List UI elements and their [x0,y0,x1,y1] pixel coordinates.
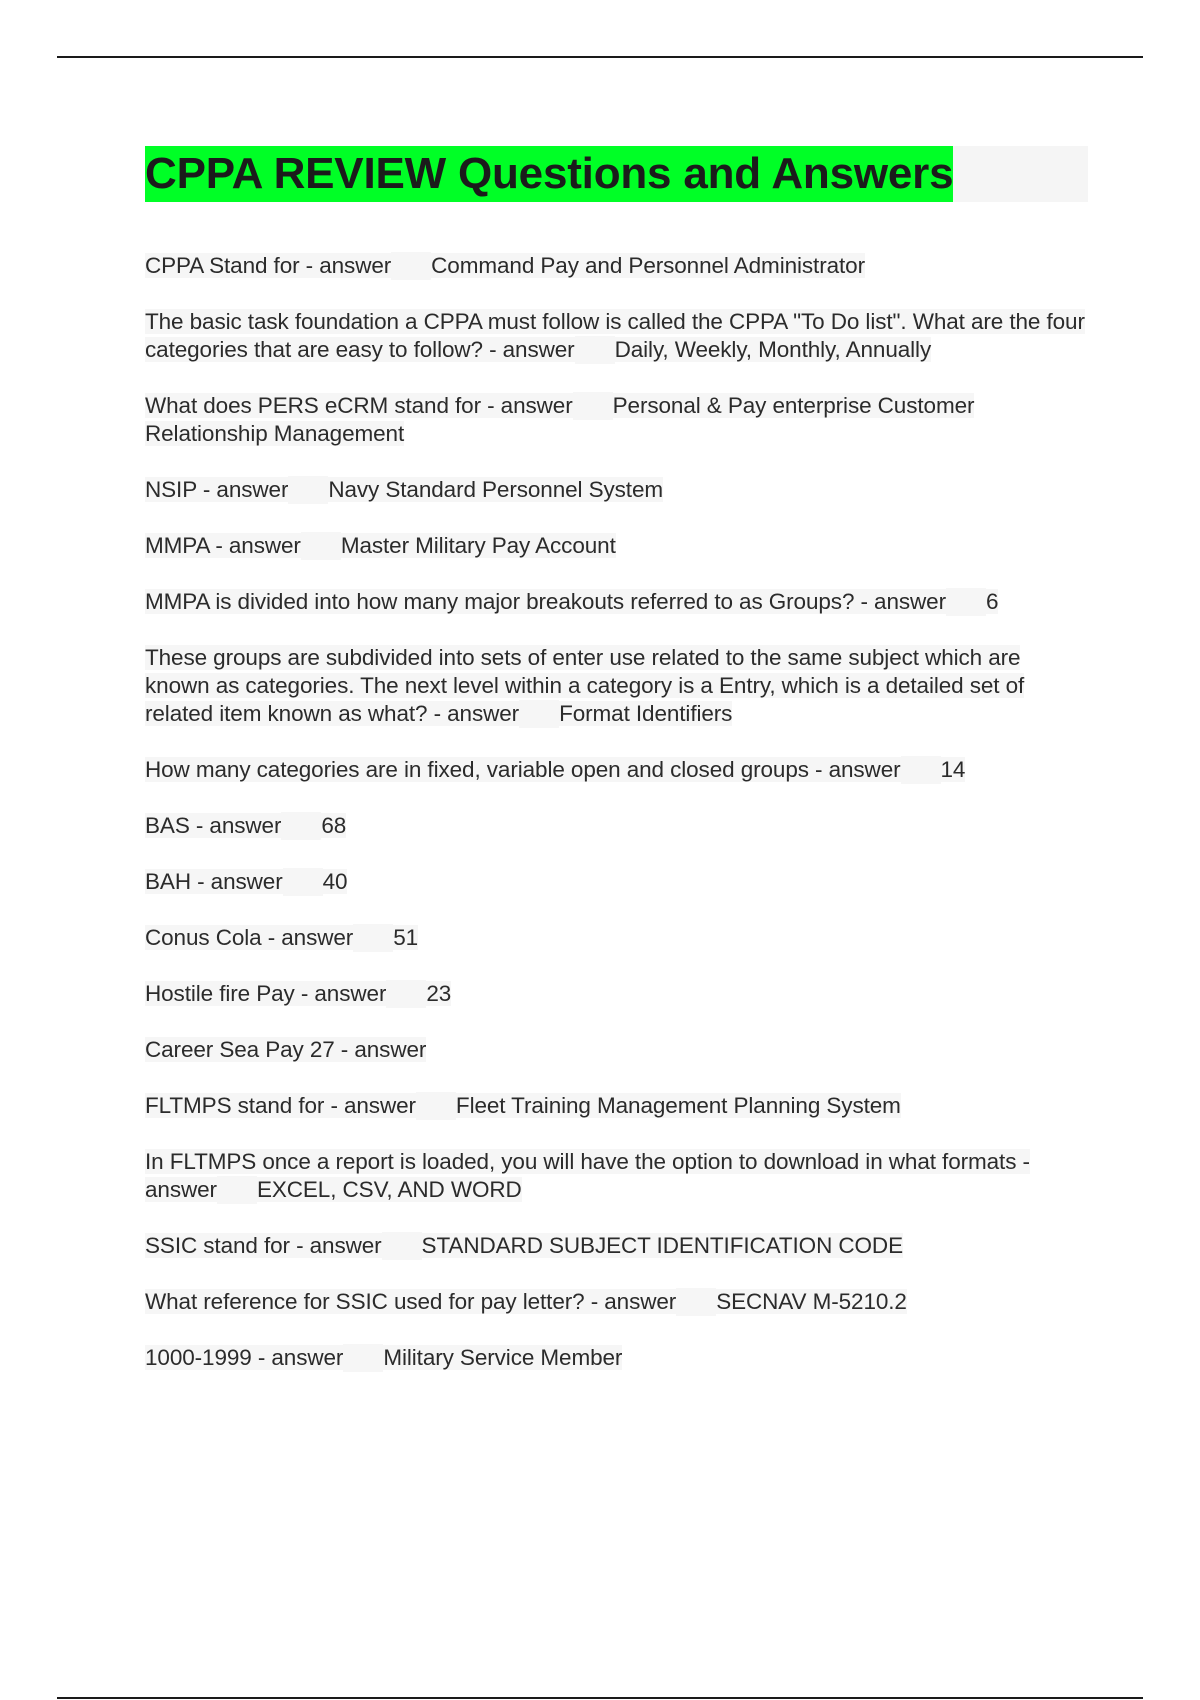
answer-gap [575,336,615,364]
qa-item [145,476,1090,504]
qa-item [145,812,1090,840]
answer-gap [288,476,328,504]
qa-list [145,252,1090,1372]
qa-item [145,756,1090,784]
answer-gap [283,868,323,896]
question-text: MMPA - answer [145,533,301,558]
qa-item [145,1344,1090,1372]
answer-text: 51 [393,925,419,950]
answer-text: Personal & Pay enterprise Customer Relationship Management [145,393,975,446]
qa-item [145,1148,1090,1204]
answer-text: Master Military Pay Account [340,533,616,558]
answer-text: Command Pay and Personnel Administrator [431,253,865,278]
qa-item [145,868,1090,896]
answer-text: 14 [940,757,966,782]
answer-gap [281,812,321,840]
question-text: BAS - answer [145,813,282,838]
qa-item [145,1036,1090,1064]
question-text: What does PERS eCRM stand for - answer [145,393,573,418]
question-text: CPPA Stand for - answer [145,253,392,278]
document-body [145,146,1090,1400]
question-text: Conus Cola - answer [145,925,354,950]
answer-gap [519,700,559,728]
answer-gap [386,980,426,1008]
answer-gap [391,252,431,280]
qa-item [145,644,1090,728]
answer-gap [901,756,941,784]
top-rule [57,56,1143,58]
answer-text: Daily, Weekly, Monthly, Annually [614,337,932,362]
answer-text: SECNAV M-5210.2 [716,1289,907,1314]
question-text: 1000-1999 - answer [145,1345,344,1370]
answer-gap [573,392,613,420]
question-text: NSIP - answer [145,477,289,502]
answer-gap [217,1176,257,1204]
qa-item [145,532,1090,560]
qa-item [145,1092,1090,1120]
qa-item [145,588,1090,616]
question-text: SSIC stand for - answer [145,1233,382,1258]
question-text: In FLTMPS once a report is loaded, you will have the option to download in what formats - answer [145,1149,1030,1202]
answer-text: Format Identifiers [559,701,733,726]
question-text: How many categories are in fixed, variable open and closed groups - answer [145,757,901,782]
answer-gap [301,532,341,560]
question-text: Hostile fire Pay - answer [145,981,387,1006]
qa-item [145,392,1090,448]
qa-item [145,308,1090,364]
question-text: MMPA is divided into how many major breakouts referred to as Groups? - answer [145,589,946,614]
bottom-rule [57,1697,1143,1699]
answer-gap [676,1288,716,1316]
answer-gap [343,1344,383,1372]
answer-text: 6 [985,589,999,614]
question-text: The basic task foundation a CPPA must follow is called the CPPA "To Do list". What are the four categories that are easy to follow? - answer [145,309,1085,362]
qa-item [145,924,1090,952]
question-text: FLTMPS stand for - answer [145,1093,416,1118]
answer-text: 40 [322,869,348,894]
qa-item [145,980,1090,1008]
question-text: These groups are subdivided into sets of enter use related to the same subject which are known as categories. The next level within a category is a Entry, which is a detailed set of related item known as what? - answer [145,645,1025,726]
title-bar [145,146,1088,202]
answer-text: Navy Standard Personnel System [328,477,664,502]
answer-gap [946,588,986,616]
question-text: Career Sea Pay 27 - answer [145,1037,427,1062]
qa-item [145,1232,1090,1260]
question-text: BAH - answer [145,869,283,894]
document-title: CPPA REVIEW Questions and Answers [145,146,953,202]
question-text: What reference for SSIC used for pay letter? - answer [145,1289,677,1314]
answer-gap [382,1232,422,1260]
qa-item [145,252,1090,280]
answer-gap [416,1092,456,1120]
qa-item [145,1288,1090,1316]
answer-text: 23 [426,981,452,1006]
answer-text: STANDARD SUBJECT IDENTIFICATION CODE [421,1233,903,1258]
answer-text: Fleet Training Management Planning System [455,1093,901,1118]
answer-text: EXCEL, CSV, AND WORD [256,1177,522,1202]
answer-text: 68 [321,813,347,838]
answer-text: Military Service Member [383,1345,623,1370]
answer-gap [353,924,393,952]
